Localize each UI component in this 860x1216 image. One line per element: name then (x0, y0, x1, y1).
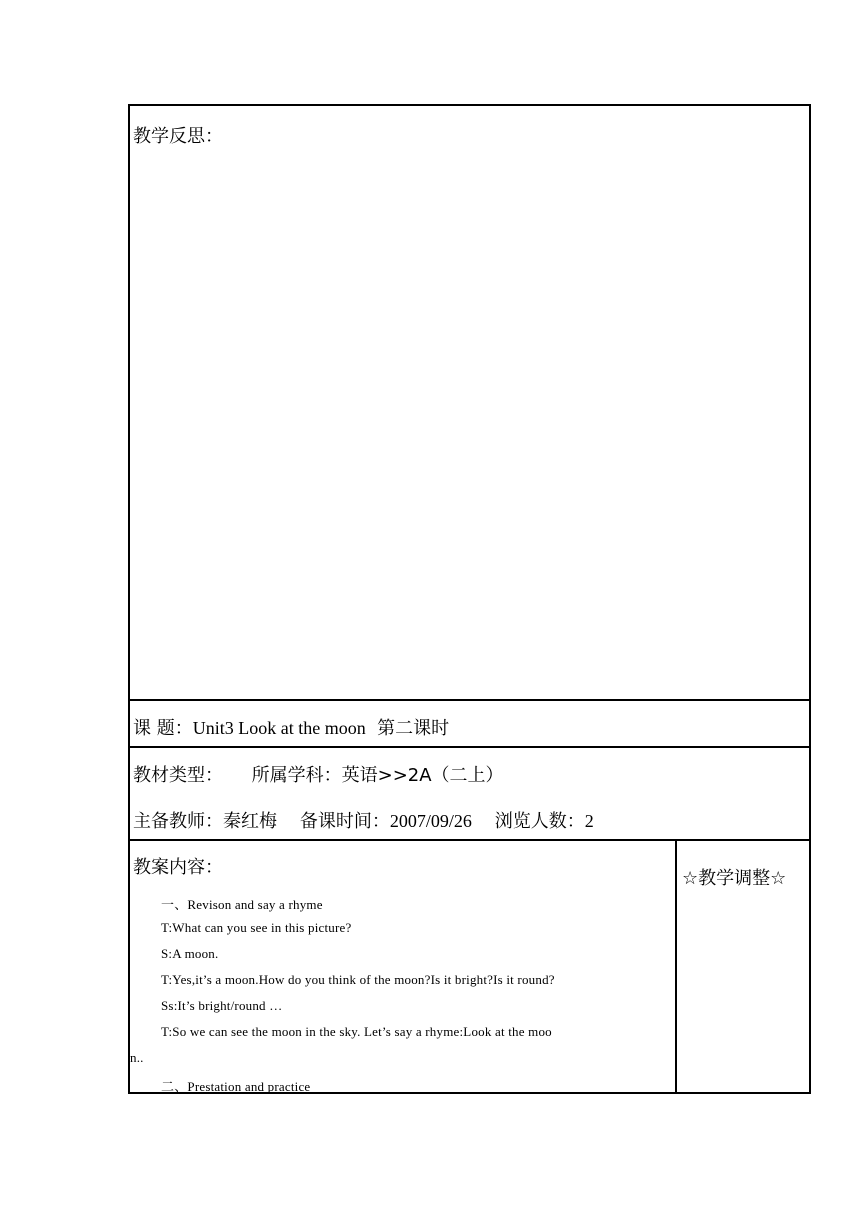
divider (130, 746, 809, 748)
reflection-label: 教学反思： (133, 126, 223, 147)
material-row (133, 761, 504, 787)
teacher-row (133, 807, 594, 833)
teacher-value: 秦红梅 (223, 811, 277, 832)
plan-body (130, 839, 675, 1094)
plan-line: 二、Prestation and practice (161, 1079, 311, 1094)
teacher-label: 主备教师： (133, 811, 223, 832)
divider (130, 699, 809, 701)
lesson-plan-table (128, 104, 811, 1094)
plan-label: 教案内容： (133, 857, 223, 878)
plan-line: T:What can you see in this picture? (161, 920, 352, 935)
subject-value: 英语>>2A（二上） (341, 765, 504, 786)
column-divider (675, 839, 677, 1094)
topic-label: 课 题： (133, 718, 193, 739)
topic-lesson: 第二课时 (377, 718, 450, 739)
material-type-label: 教材类型： (133, 765, 223, 786)
topic-title: Unit3 Look at the moon (192, 718, 366, 738)
views-label: 浏览人数： (494, 811, 585, 832)
views-value: 2 (584, 811, 594, 831)
plan-line: T:Yes,it’s a moon.How do you think of the moon?Is it bright?Is it round? (161, 972, 555, 987)
subject-label: 所属学科： (251, 765, 342, 786)
topic-row (133, 714, 449, 740)
plan-line: S:A moon. (161, 946, 219, 961)
prep-time-value: 2007/09/26 (389, 811, 472, 831)
plan-line: T:So we can see the moon in the sky. Let’s say a rhyme:Look at the moo (161, 1024, 552, 1039)
prep-time-label: 备课时间： (299, 811, 390, 832)
plan-line: 一、Revison and say a rhyme (161, 897, 323, 912)
plan-line: Ss:It’s bright/round … (161, 998, 283, 1013)
adjust-label: ☆教学调整☆ (682, 868, 787, 889)
plan-line: n.. (130, 1050, 144, 1065)
